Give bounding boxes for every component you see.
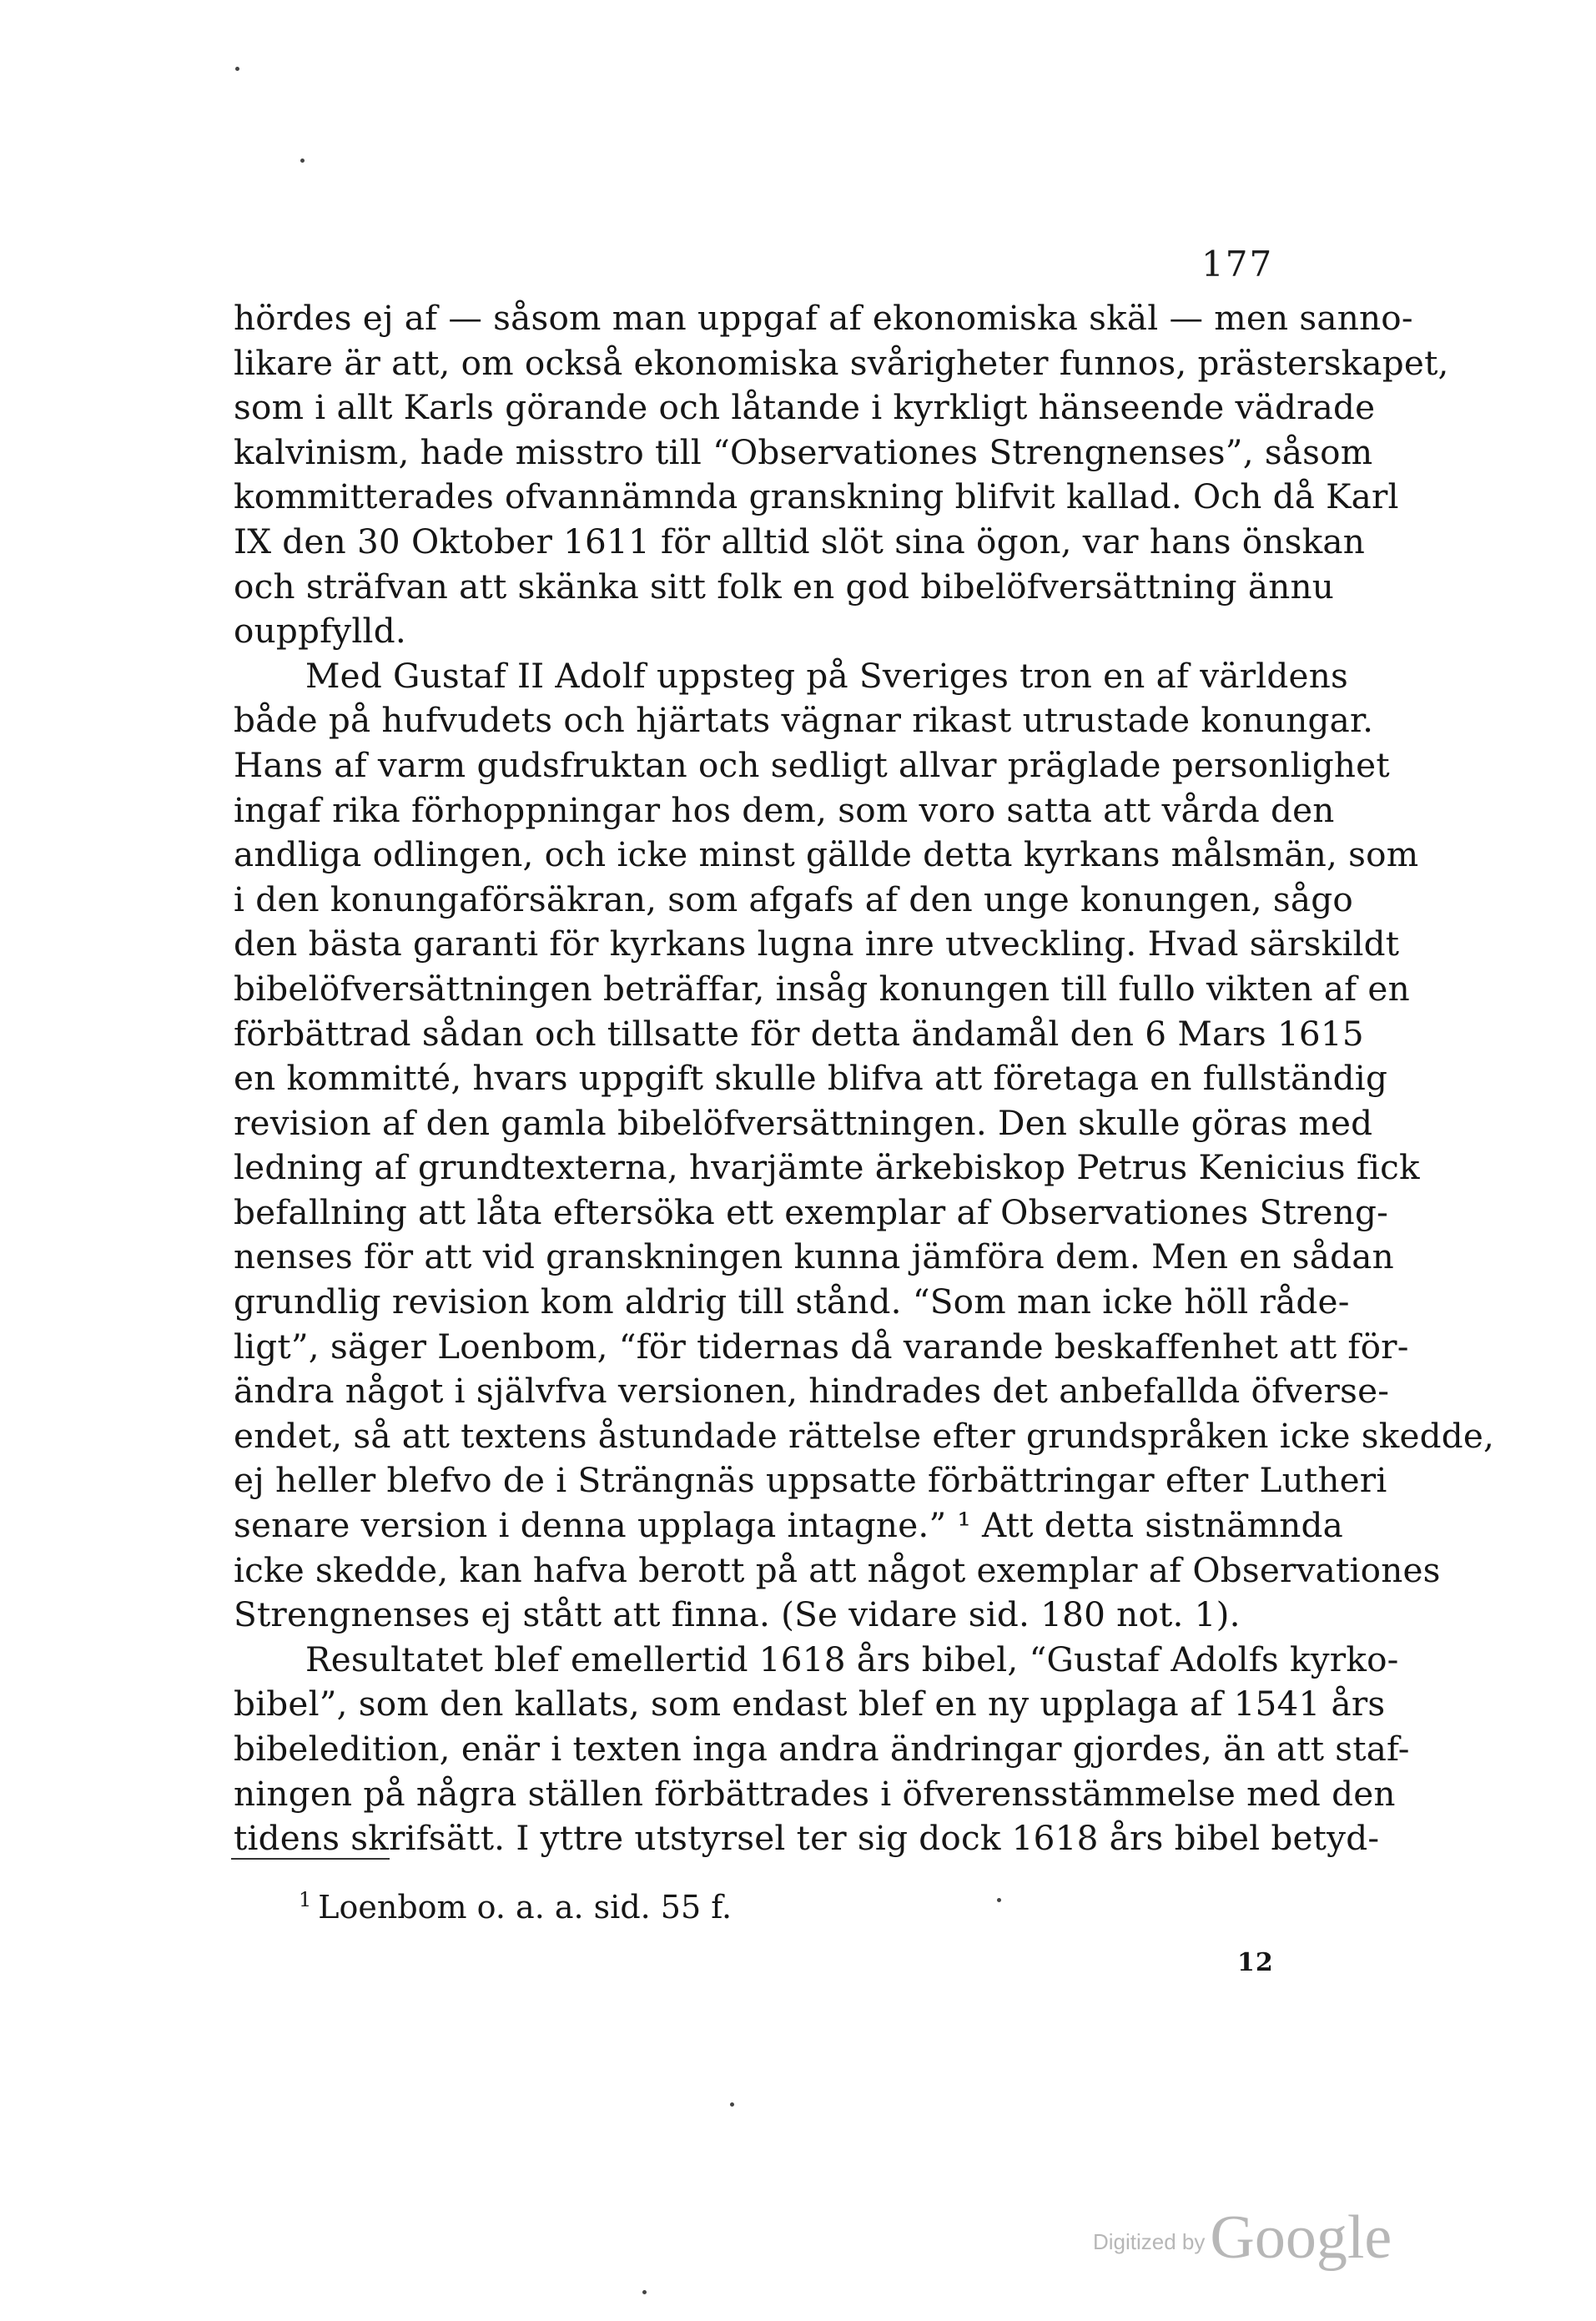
text-line: revision af den gamla bibelöfversättningen. Den skulle göras med <box>234 1102 1373 1143</box>
text-line: kalvinism, hade misstro till “Observationes Strengnenses”, såsom <box>234 431 1373 472</box>
watermark-prefix: Digitized by <box>1093 2229 1206 2254</box>
text-line: både på hufvudets och hjärtats vägnar rikast utrustade konungar. <box>234 700 1374 741</box>
scan-speck <box>642 2290 647 2294</box>
body-text <box>234 296 1495 1861</box>
footnote <box>299 1879 732 1928</box>
text-line: ledning af grundtexterna, hvarjämte ärkebiskop Petrus Kenicius fick <box>234 1147 1420 1188</box>
text-line: icke skedde, kan hafva berott på att något exemplar af Observationes <box>234 1549 1441 1590</box>
text-line: som i allt Karls görande och låtande i kyrkligt hänseende vädrade <box>234 387 1376 428</box>
text-line: en kommitté, hvars uppgift skulle blifva att företaga en fullständig <box>234 1058 1388 1099</box>
text-line: Med Gustaf II Adolf uppsteg på Sveriges tron en af världens <box>305 655 1348 696</box>
scan-speck <box>997 1898 1001 1902</box>
signature-mark: 12 <box>1237 1948 1274 1977</box>
text-line: i den konungaförsäkran, som afgafs af den unge konungen, sågo <box>234 879 1353 919</box>
text-line: bibel”, som den kallats, som endast blef en ny upplaga af 1541 års <box>234 1684 1386 1724</box>
text-line: förbättrad sådan och tillsatte för detta ändamål den 6 Mars 1615 <box>234 1013 1364 1054</box>
text-line: tidens skrifsätt. I yttre utstyrsel ter sig dock 1618 års bibel betyd- <box>234 1818 1380 1859</box>
text-line: andliga odlingen, och icke minst gällde detta kyrkans målsmän, som <box>234 834 1419 875</box>
footnote-text: Loenbom o. a. a. sid. 55 f. <box>318 1889 733 1926</box>
text-line: bibelöfversättningen beträffar, insåg konungen till fullo vikten af en <box>234 968 1410 1009</box>
text-line: Strengnenses ej stått att finna. (Se vidare sid. 180 not. 1). <box>234 1594 1241 1635</box>
text-line: den bästa garanti för kyrkans lugna inre utveckling. Hvad särskildt <box>234 924 1400 964</box>
text-line: ningen på några ställen förbättrades i öfverensstämmelse med den <box>234 1773 1396 1814</box>
text-line: och sträfvan att skänka sitt folk en god bibelöfversättning ännu <box>234 566 1335 607</box>
text-line: ingaf rika förhoppningar hos dem, som voro satta att vårda den <box>234 789 1335 830</box>
scan-speck <box>730 2102 734 2107</box>
text-line: ligt”, säger Loenbom, “för tidernas då varande beskaffenhet att för- <box>234 1326 1409 1367</box>
text-line: Hans af varm gudsfruktan och sedligt allvar präglade personlighet <box>234 744 1390 785</box>
text-line: befallning att låta eftersöka ett exemplar af Observationes Streng- <box>234 1191 1388 1232</box>
footnote-marker: 1 <box>299 1888 312 1911</box>
text-line: bibeledition, enär i texten inga andra ändringar gjordes, än att staf- <box>234 1729 1410 1769</box>
digitized-watermark <box>1093 2203 1392 2273</box>
text-line: grundlig revision kom aldrig till stånd. “Som man icke höll råde- <box>234 1281 1350 1322</box>
text-line: endet, så att textens åstundade rättelse efter grundspråken icke skedde, <box>234 1415 1495 1456</box>
text-line: hördes ej af — såsom man uppgaf af ekonomiska skäl — men sanno- <box>234 298 1413 338</box>
scan-speck <box>300 159 305 163</box>
text-line: likare är att, om också ekonomiska svårigheter funnos, prästerskapet, <box>234 342 1449 383</box>
text-line: ändra något i självfva versionen, hindrades det anbefallda öfverse- <box>234 1371 1390 1412</box>
text-line: IX den 30 Oktober 1611 för alltid slöt sina ögon, var hans önskan <box>234 521 1366 561</box>
text-line: ej heller blefvo de i Strängnäs uppsatte förbättringar efter Lutheri <box>234 1460 1387 1501</box>
watermark-brand: Google <box>1210 2203 1392 2272</box>
text-line: kommitterades ofvannämnda granskning blifvit kallad. Och då Karl <box>234 476 1399 517</box>
text-line: Resultatet blef emellertid 1618 års bibel, “Gustaf Adolfs kyrko- <box>305 1639 1399 1679</box>
scan-speck <box>235 67 239 71</box>
page-number: 177 <box>1201 244 1274 284</box>
text-line: senare version i denna upplaga intagne.” ¹ Att detta sistnämnda <box>234 1505 1343 1546</box>
footnote-rule <box>231 1858 390 1860</box>
text-line: nenses för att vid granskningen kunna jämföra dem. Men en sådan <box>234 1236 1394 1277</box>
text-line: ouppfylld. <box>234 611 406 652</box>
